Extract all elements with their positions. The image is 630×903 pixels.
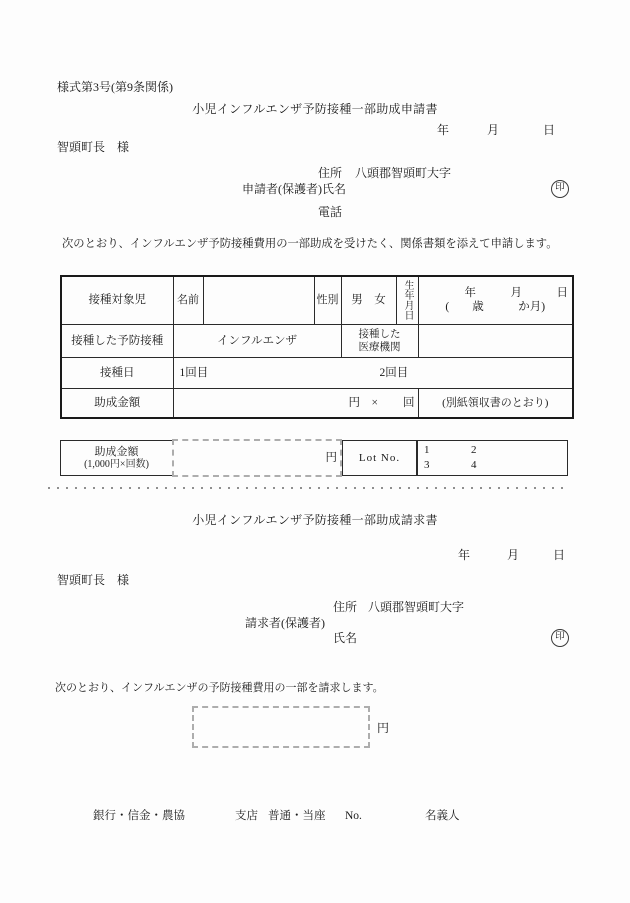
address-label: 住所 [333, 600, 358, 614]
subsidy-amount-input[interactable] [172, 439, 342, 477]
bank-account-type-label: 普通・当座 [268, 810, 326, 822]
clinic-label-line2: 医療機関 [358, 341, 401, 353]
year-label: 年 [458, 548, 471, 562]
lot-number-2: 2 [471, 444, 477, 456]
claim-yen-label: 円 [377, 721, 390, 735]
claim-title: 小児インフルエンザ予防接種一部助成請求書 [192, 513, 438, 527]
claim-address-line [333, 600, 464, 614]
birthdate-format-line1: 年 月 日 [464, 287, 568, 300]
target-child-header: 接種対象児 [61, 276, 173, 324]
seal-icon: 印 [551, 629, 569, 647]
subsidy-amount-cell[interactable] [173, 388, 418, 418]
claimant-name-label: 氏名 [333, 631, 358, 645]
name-label-cell: 名前 [173, 276, 203, 324]
subsidy-row-label: 助成金額 [61, 388, 173, 418]
subsidy-label-line2: (1,000円×回数) [84, 458, 149, 470]
address-label: 住所 [318, 166, 343, 180]
application-addressee: 智頭町長 様 [57, 140, 130, 154]
receipt-note-cell: (別紙領収書のとおり) [418, 388, 573, 418]
vaccine-name-cell: インフルエンザ [173, 324, 341, 357]
birthdate-vertical-cell [396, 276, 418, 324]
claim-intro: 次のとおり、インフルエンザの予防接種費用の一部を請求します。 [55, 682, 384, 694]
lot-number-1: 1 [424, 444, 430, 456]
year-label: 年 [437, 123, 450, 137]
claim-amount-input[interactable] [192, 706, 370, 748]
subsidy-amount-box-label [60, 440, 173, 476]
application-intro: 次のとおり、インフルエンザ予防接種費用の一部助成を受けたく、関係書類を添えて申請します。 [62, 238, 558, 250]
clinic-input-cell[interactable] [418, 324, 573, 357]
dose1-label: 1回目 [179, 366, 209, 379]
month-label: 月 [487, 123, 500, 137]
count-unit-label: 回 [403, 396, 415, 409]
application-table [60, 275, 574, 419]
lot-number-4: 4 [471, 459, 477, 471]
lot-number-3: 3 [424, 459, 430, 471]
clinic-label-line1: 接種した [358, 328, 401, 340]
address-value: 八頭郡智頭町大字 [355, 166, 452, 180]
day-label: 日 [553, 548, 566, 562]
month-label: 月 [507, 548, 520, 562]
lot-numbers-grid[interactable] [417, 440, 568, 476]
application-address-line [318, 166, 451, 180]
birthdate-format-line2: ( 歳 か月) [445, 301, 546, 314]
vaccination-date-cell[interactable] [173, 357, 573, 388]
lot-no-cell [342, 440, 417, 476]
yen-unit-label: 円 [325, 451, 337, 464]
applicant-name-label: 申請者(保護者)氏名 [242, 182, 346, 196]
bank-no-label: No. [345, 810, 362, 822]
address-value: 八頭郡智頭町大字 [368, 600, 465, 614]
lot-no-label: Lot No. [358, 451, 401, 464]
birthdate-format-cell[interactable] [418, 276, 573, 324]
dose2-label: 2回目 [379, 366, 409, 379]
vaccine-row-label: 接種した予防接種 [61, 324, 173, 357]
sex-options-cell[interactable]: 男 女 [341, 276, 396, 324]
form-number-note: 様式第3号(第9条関係) [57, 80, 173, 94]
application-date-line [0, 123, 630, 139]
seal-icon: 印 [551, 180, 569, 198]
vaccination-date-label: 接種日 [61, 357, 173, 388]
birthdate-vertical-label: 生年月日 [402, 280, 413, 321]
application-title: 小児インフルエンザ予防接種一部助成申請書 [192, 102, 438, 116]
sex-label-cell: 性別 [314, 276, 341, 324]
cut-dotted-line [48, 487, 568, 489]
bank-branch-label: 支店 [235, 810, 258, 822]
bank-account-line [0, 810, 630, 826]
yen-times-label: 円 × [348, 396, 378, 409]
claim-addressee: 智頭町長 様 [57, 573, 130, 587]
day-label: 日 [543, 123, 556, 137]
subsidy-label-line1: 助成金額 [94, 445, 139, 458]
clinic-label-cell [341, 324, 418, 357]
claimant-label: 請求者(保護者) [245, 616, 325, 630]
bank-holder-label: 名義人 [425, 810, 460, 822]
name-input-cell[interactable] [203, 276, 314, 324]
phone-label: 電話 [318, 205, 343, 219]
claim-date-line [0, 548, 630, 564]
bank-institution-label: 銀行・信金・農協 [93, 810, 185, 822]
